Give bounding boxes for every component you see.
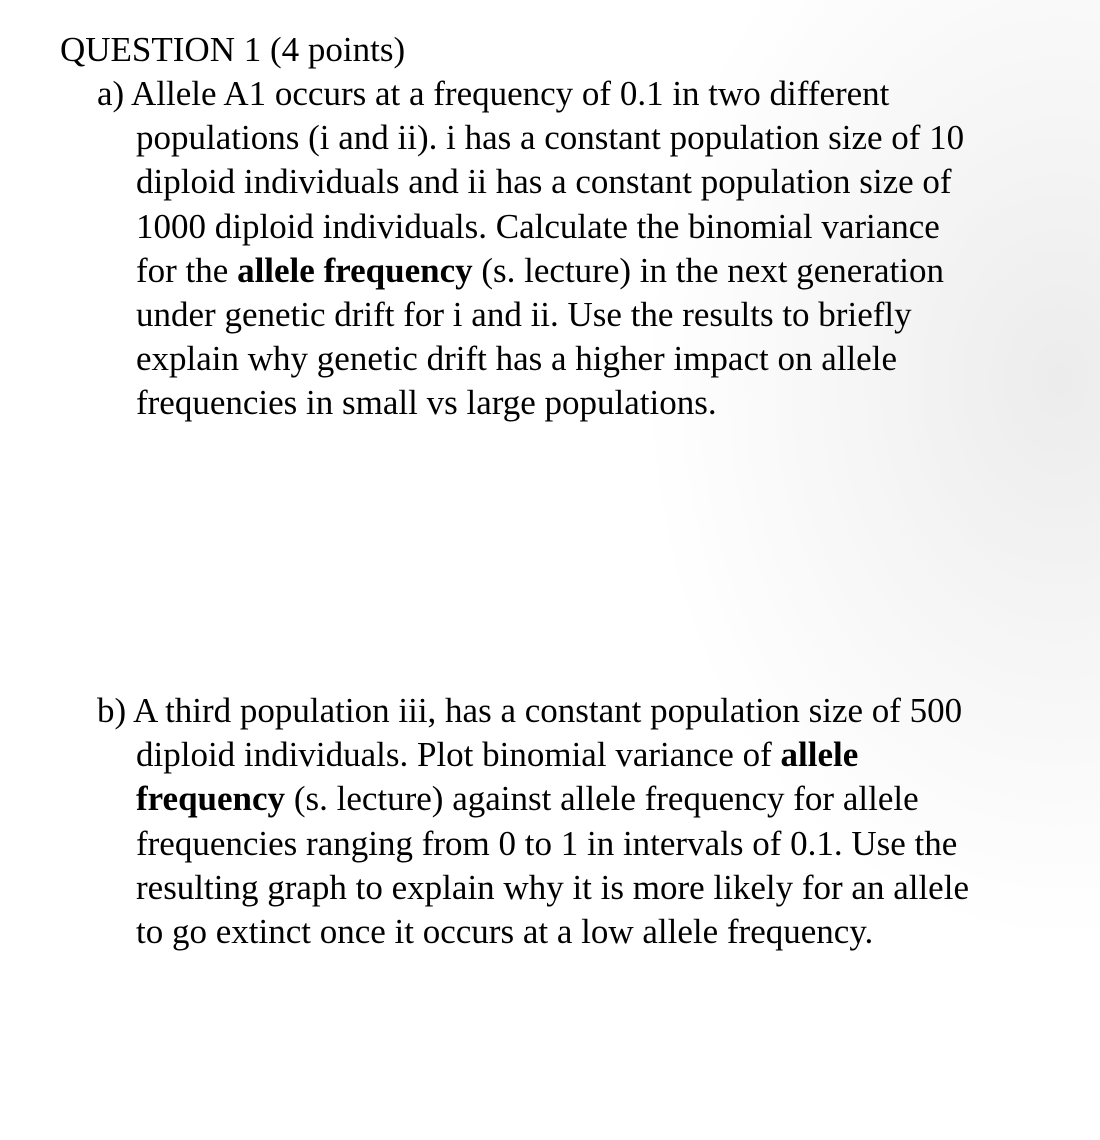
- part-a-line-3: diploid individuals and ii has a constant population size of: [136, 162, 952, 202]
- part-a-text: [97, 72, 1057, 426]
- part-a-line-8: frequencies in small vs large populations.: [136, 383, 717, 423]
- part-a-line-5-post: (s. lecture) in the next generation: [472, 250, 944, 290]
- part-a-line-1: a) Allele A1 occurs at a frequency of 0.1 in two different: [97, 74, 890, 113]
- part-b-line-4: frequencies ranging from 0 to 1 in intervals of 0.1. Use the: [136, 823, 958, 863]
- frequency-bold: frequency: [136, 779, 286, 819]
- question-title: QUESTION 1 (4 points): [60, 30, 406, 69]
- part-a-line-4: 1000 diploid individuals. Calculate the binomial variance: [136, 206, 940, 246]
- part-a-line-2: populations (i and ii). i has a constant population size of 10: [136, 118, 965, 158]
- part-b-line-2: [97, 733, 1057, 777]
- part-b-line-1: b) A third population iii, has a constant population size of 500: [97, 691, 963, 730]
- part-a-line-5: [97, 249, 1057, 293]
- part-a-line-7: explain why genetic drift has a higher impact on allele: [136, 339, 897, 379]
- part-b-line-2-pre: diploid individuals. Plot binomial variance of: [136, 735, 781, 775]
- part-a-line-5-pre: for the: [136, 250, 238, 290]
- part-b-line-3: [97, 777, 1057, 821]
- part-a-line-6: under genetic drift for i and ii. Use the results to briefly: [136, 295, 912, 335]
- part-b-line-6: to go extinct once it occurs at a low allele frequency.: [136, 912, 874, 952]
- part-b-line-3-post: (s. lecture) against allele frequency for allele: [285, 779, 919, 819]
- allele-bold: allele: [780, 735, 859, 775]
- part-b-line-5: resulting graph to explain why it is more likely for an allele: [136, 867, 969, 907]
- allele-frequency-bold: allele frequency: [237, 250, 473, 290]
- part-b-text: [97, 689, 1057, 954]
